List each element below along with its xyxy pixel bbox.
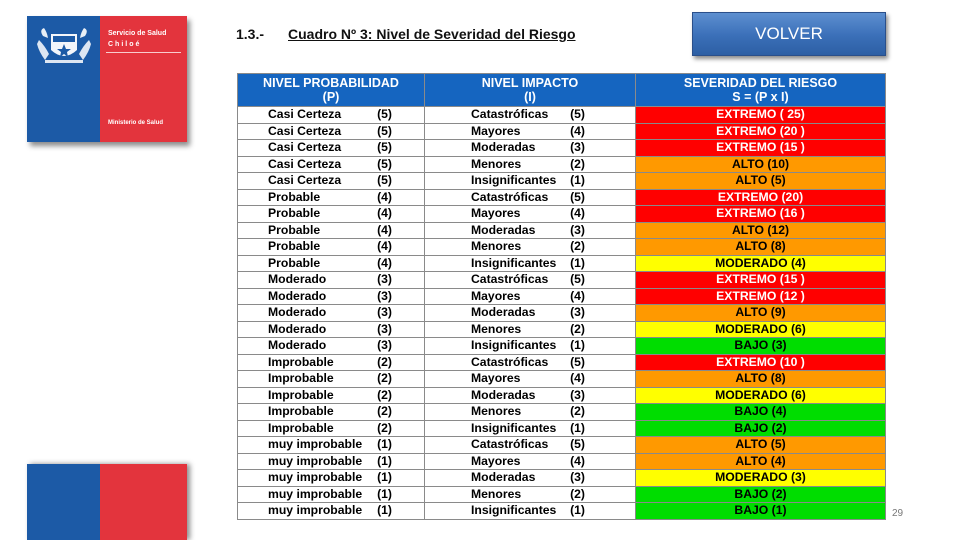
probability-cell — [238, 503, 425, 520]
impact-pair — [425, 289, 635, 304]
impact-value: (1) — [570, 420, 585, 435]
impact-pair — [425, 338, 635, 353]
probability-cell — [238, 437, 425, 454]
severity-cell: EXTREMO ( 25) — [636, 107, 886, 124]
probability-value: (3) — [377, 321, 392, 336]
impact-pair — [425, 223, 635, 238]
impact-cell — [425, 239, 636, 256]
impact-cell — [425, 305, 636, 322]
brand-divider — [106, 52, 181, 53]
probability-value: (5) — [377, 173, 392, 188]
impact-cell — [425, 123, 636, 140]
table-row — [238, 470, 886, 487]
impact-value: (1) — [570, 255, 585, 270]
probability-cell — [238, 486, 425, 503]
severity-cell: EXTREMO (12 ) — [636, 288, 886, 305]
probability-level: Casi Certeza — [268, 156, 342, 171]
impact-value: (2) — [570, 404, 585, 419]
table-row — [238, 239, 886, 256]
severity-cell: BAJO (2) — [636, 420, 886, 437]
impact-pair — [425, 421, 635, 436]
probability-level: Probable — [268, 189, 321, 204]
header-probability-line1: NIVEL PROBABILIDAD — [263, 76, 399, 90]
impact-cell — [425, 222, 636, 239]
probability-value: (3) — [377, 338, 392, 353]
logo-red-panel — [100, 16, 187, 142]
probability-value: (3) — [377, 305, 392, 320]
severity-cell: ALTO (5) — [636, 173, 886, 190]
probability-pair — [238, 173, 424, 188]
impact-pair — [425, 454, 635, 469]
table-row — [238, 371, 886, 388]
probability-value: (1) — [377, 453, 392, 468]
impact-pair — [425, 437, 635, 452]
probability-cell — [238, 255, 425, 272]
severity-cell: BAJO (1) — [636, 503, 886, 520]
table-row — [238, 173, 886, 190]
probability-level: Casi Certeza — [268, 173, 342, 188]
probability-cell — [238, 189, 425, 206]
probability-level: Probable — [268, 222, 321, 237]
page-title: Cuadro Nº 3: Nivel de Severidad del Riesgo — [288, 26, 576, 42]
header-probability — [238, 74, 425, 107]
probability-value: (1) — [377, 486, 392, 501]
table-body — [238, 107, 886, 520]
probability-value: (5) — [377, 107, 392, 122]
probability-value: (4) — [377, 222, 392, 237]
footer-blue-panel — [27, 464, 100, 540]
impact-cell — [425, 255, 636, 272]
impact-cell — [425, 387, 636, 404]
probability-cell — [238, 156, 425, 173]
probability-value: (4) — [377, 255, 392, 270]
probability-pair — [238, 470, 424, 485]
header-severity — [636, 74, 886, 107]
impact-cell — [425, 206, 636, 223]
probability-cell — [238, 173, 425, 190]
impact-value: (5) — [570, 437, 585, 452]
probability-cell — [238, 140, 425, 157]
probability-cell — [238, 387, 425, 404]
table-header-row — [238, 74, 886, 107]
probability-level: muy improbable — [268, 453, 363, 468]
impact-level: Insignificantes — [471, 173, 557, 188]
probability-level: Casi Certeza — [268, 123, 342, 138]
probability-cell — [238, 288, 425, 305]
table-row — [238, 288, 886, 305]
impact-cell — [425, 404, 636, 421]
impact-level: Mayores — [471, 206, 521, 221]
impact-level: Menores — [471, 486, 522, 501]
table-row — [238, 156, 886, 173]
impact-pair — [425, 371, 635, 386]
impact-pair — [425, 305, 635, 320]
probability-cell — [238, 354, 425, 371]
impact-level: Catastróficas — [471, 107, 549, 122]
impact-pair — [425, 190, 635, 205]
impact-value: (3) — [570, 470, 585, 485]
probability-pair — [238, 305, 424, 320]
impact-level: Menores — [471, 239, 522, 254]
probability-cell — [238, 338, 425, 355]
impact-cell — [425, 189, 636, 206]
probability-level: muy improbable — [268, 503, 363, 518]
impact-level: Insignificantes — [471, 255, 557, 270]
impact-value: (3) — [570, 387, 585, 402]
servicio-salud-logo — [27, 16, 187, 142]
probability-value: (2) — [377, 404, 392, 419]
table-row — [238, 206, 886, 223]
probability-value: (1) — [377, 470, 392, 485]
probability-level: Casi Certeza — [268, 107, 342, 122]
impact-level: Mayores — [471, 123, 521, 138]
header-severity-line1: SEVERIDAD DEL RIESGO — [683, 76, 838, 90]
table-row — [238, 222, 886, 239]
probability-pair — [238, 437, 424, 452]
impact-level: Moderadas — [471, 305, 536, 320]
probability-level: Moderado — [268, 288, 327, 303]
probability-pair — [238, 338, 424, 353]
impact-pair — [425, 206, 635, 221]
probability-value: (2) — [377, 387, 392, 402]
impact-pair — [425, 470, 635, 485]
impact-value: (1) — [570, 338, 585, 353]
probability-level: muy improbable — [268, 470, 363, 485]
probability-pair — [238, 454, 424, 469]
table-row — [238, 305, 886, 322]
impact-level: Catastróficas — [471, 272, 549, 287]
table-row — [238, 453, 886, 470]
impact-level: Catastróficas — [471, 189, 549, 204]
probability-level: Probable — [268, 255, 321, 270]
impact-level: Moderadas — [471, 470, 536, 485]
probability-cell — [238, 420, 425, 437]
probability-level: Improbable — [268, 420, 334, 435]
table-row — [238, 189, 886, 206]
table-row — [238, 140, 886, 157]
probability-cell — [238, 404, 425, 421]
impact-cell — [425, 321, 636, 338]
probability-value: (4) — [377, 189, 392, 204]
severity-cell: MODERADO (4) — [636, 255, 886, 272]
impact-value: (2) — [570, 321, 585, 336]
probability-pair — [238, 404, 424, 419]
probability-pair — [238, 355, 424, 370]
impact-pair — [425, 107, 635, 122]
header-impact-line2: (I) — [524, 90, 536, 104]
header-severity-line2: S = (P x I) — [732, 90, 789, 104]
probability-level: Moderado — [268, 272, 327, 287]
impact-value: (3) — [570, 222, 585, 237]
impact-pair — [425, 503, 635, 518]
footer-logo-band — [27, 464, 187, 540]
probability-value: (5) — [377, 140, 392, 155]
impact-cell — [425, 503, 636, 520]
impact-value: (1) — [570, 173, 585, 188]
severity-cell: ALTO (4) — [636, 453, 886, 470]
severity-cell: EXTREMO (16 ) — [636, 206, 886, 223]
probability-level: Probable — [268, 239, 321, 254]
impact-cell — [425, 420, 636, 437]
probability-value: (5) — [377, 156, 392, 171]
table-row — [238, 437, 886, 454]
severity-cell: ALTO (8) — [636, 239, 886, 256]
severity-cell: EXTREMO (20) — [636, 189, 886, 206]
probability-level: muy improbable — [268, 437, 363, 452]
impact-value: (4) — [570, 453, 585, 468]
severity-cell: BAJO (4) — [636, 404, 886, 421]
probability-level: Improbable — [268, 371, 334, 386]
probability-value: (2) — [377, 354, 392, 369]
impact-level: Mayores — [471, 371, 521, 386]
probability-level: Improbable — [268, 354, 334, 369]
probability-level: muy improbable — [268, 486, 363, 501]
volver-button[interactable]: VOLVER — [692, 12, 886, 56]
severity-cell: BAJO (2) — [636, 486, 886, 503]
section-number: 1.3.- — [236, 26, 265, 42]
brand-ministry: Ministerio de Salud — [108, 120, 164, 126]
probability-level: Moderado — [268, 305, 327, 320]
impact-value: (2) — [570, 486, 585, 501]
probability-pair — [238, 157, 424, 172]
impact-level: Insignificantes — [471, 503, 557, 518]
severity-cell: ALTO (10) — [636, 156, 886, 173]
impact-cell — [425, 354, 636, 371]
probability-level: Probable — [268, 206, 321, 221]
impact-cell — [425, 107, 636, 124]
impact-cell — [425, 288, 636, 305]
impact-pair — [425, 272, 635, 287]
logo-blue-panel — [27, 16, 100, 142]
probability-pair — [238, 272, 424, 287]
page-number: 29 — [892, 508, 904, 519]
brand-region: Chiloé — [108, 41, 142, 48]
table-row — [238, 354, 886, 371]
probability-pair — [238, 503, 424, 518]
probability-value: (4) — [377, 206, 392, 221]
impact-cell — [425, 272, 636, 289]
table-row — [238, 255, 886, 272]
probability-cell — [238, 272, 425, 289]
probability-cell — [238, 470, 425, 487]
impact-cell — [425, 453, 636, 470]
probability-pair — [238, 107, 424, 122]
probability-cell — [238, 123, 425, 140]
impact-level: Menores — [471, 321, 522, 336]
impact-pair — [425, 140, 635, 155]
probability-cell — [238, 222, 425, 239]
impact-level: Catastróficas — [471, 437, 549, 452]
probability-value: (3) — [377, 272, 392, 287]
table-row — [238, 387, 886, 404]
probability-cell — [238, 206, 425, 223]
impact-level: Insignificantes — [471, 338, 557, 353]
impact-value: (2) — [570, 239, 585, 254]
probability-pair — [238, 487, 424, 502]
probability-value: (3) — [377, 288, 392, 303]
impact-level: Moderadas — [471, 222, 536, 237]
header-impact — [425, 74, 636, 107]
probability-pair — [238, 190, 424, 205]
impact-pair — [425, 388, 635, 403]
impact-cell — [425, 338, 636, 355]
probability-cell — [238, 305, 425, 322]
impact-pair — [425, 239, 635, 254]
risk-severity-table — [237, 73, 886, 520]
probability-value: (1) — [377, 503, 392, 518]
probability-cell — [238, 321, 425, 338]
table-row — [238, 486, 886, 503]
impact-level: Mayores — [471, 453, 521, 468]
probability-pair — [238, 256, 424, 271]
probability-value: (1) — [377, 437, 392, 452]
severity-cell: BAJO (3) — [636, 338, 886, 355]
impact-value: (5) — [570, 272, 585, 287]
impact-value: (5) — [570, 107, 585, 122]
severity-cell: ALTO (5) — [636, 437, 886, 454]
probability-value: (2) — [377, 371, 392, 386]
table-row — [238, 420, 886, 437]
impact-pair — [425, 173, 635, 188]
impact-value: (4) — [570, 123, 585, 138]
impact-pair — [425, 256, 635, 271]
impact-value: (5) — [570, 189, 585, 204]
impact-cell — [425, 486, 636, 503]
table-row — [238, 272, 886, 289]
impact-level: Mayores — [471, 288, 521, 303]
table-row — [238, 404, 886, 421]
probability-pair — [238, 388, 424, 403]
impact-level: Moderadas — [471, 387, 536, 402]
probability-level: Moderado — [268, 338, 327, 353]
probability-pair — [238, 206, 424, 221]
severity-cell: MODERADO (6) — [636, 387, 886, 404]
impact-pair — [425, 124, 635, 139]
impact-pair — [425, 487, 635, 502]
impact-cell — [425, 470, 636, 487]
table-row — [238, 321, 886, 338]
probability-level: Casi Certeza — [268, 140, 342, 155]
table-row — [238, 338, 886, 355]
probability-pair — [238, 322, 424, 337]
probability-level: Improbable — [268, 387, 334, 402]
impact-value: (4) — [570, 288, 585, 303]
probability-cell — [238, 453, 425, 470]
probability-level: Moderado — [268, 321, 327, 336]
table-row — [238, 123, 886, 140]
probability-pair — [238, 371, 424, 386]
probability-value: (2) — [377, 420, 392, 435]
impact-pair — [425, 322, 635, 337]
table-row — [238, 503, 886, 520]
impact-pair — [425, 404, 635, 419]
severity-cell: ALTO (8) — [636, 371, 886, 388]
impact-pair — [425, 355, 635, 370]
severity-cell: MODERADO (3) — [636, 470, 886, 487]
impact-value: (3) — [570, 140, 585, 155]
impact-pair — [425, 157, 635, 172]
impact-cell — [425, 156, 636, 173]
severity-cell: EXTREMO (15 ) — [636, 140, 886, 157]
probability-cell — [238, 239, 425, 256]
probability-cell — [238, 107, 425, 124]
footer-red-panel — [100, 464, 187, 540]
severity-cell: EXTREMO (15 ) — [636, 272, 886, 289]
severity-cell: MODERADO (6) — [636, 321, 886, 338]
impact-cell — [425, 371, 636, 388]
severity-cell: EXTREMO (20 ) — [636, 123, 886, 140]
probability-level: Improbable — [268, 404, 334, 419]
impact-level: Menores — [471, 404, 522, 419]
impact-value: (1) — [570, 503, 585, 518]
severity-cell: ALTO (9) — [636, 305, 886, 322]
impact-value: (4) — [570, 371, 585, 386]
brand-name: Servicio de Salud — [108, 30, 167, 37]
severity-cell: EXTREMO (10 ) — [636, 354, 886, 371]
impact-level: Menores — [471, 156, 522, 171]
impact-cell — [425, 140, 636, 157]
probability-pair — [238, 421, 424, 436]
probability-pair — [238, 140, 424, 155]
probability-pair — [238, 289, 424, 304]
impact-level: Insignificantes — [471, 420, 557, 435]
probability-pair — [238, 223, 424, 238]
header-probability-line2: (P) — [322, 90, 340, 104]
chile-crest-icon — [35, 26, 93, 64]
probability-pair — [238, 124, 424, 139]
severity-cell: ALTO (12) — [636, 222, 886, 239]
header-impact-line1: NIVEL IMPACTO — [481, 76, 579, 90]
impact-value: (4) — [570, 206, 585, 221]
impact-value: (3) — [570, 305, 585, 320]
table-row — [238, 107, 886, 124]
impact-level: Catastróficas — [471, 354, 549, 369]
probability-pair — [238, 239, 424, 254]
impact-value: (2) — [570, 156, 585, 171]
impact-cell — [425, 173, 636, 190]
impact-cell — [425, 437, 636, 454]
impact-level: Moderadas — [471, 140, 536, 155]
probability-cell — [238, 371, 425, 388]
probability-value: (4) — [377, 239, 392, 254]
probability-value: (5) — [377, 123, 392, 138]
impact-value: (5) — [570, 354, 585, 369]
